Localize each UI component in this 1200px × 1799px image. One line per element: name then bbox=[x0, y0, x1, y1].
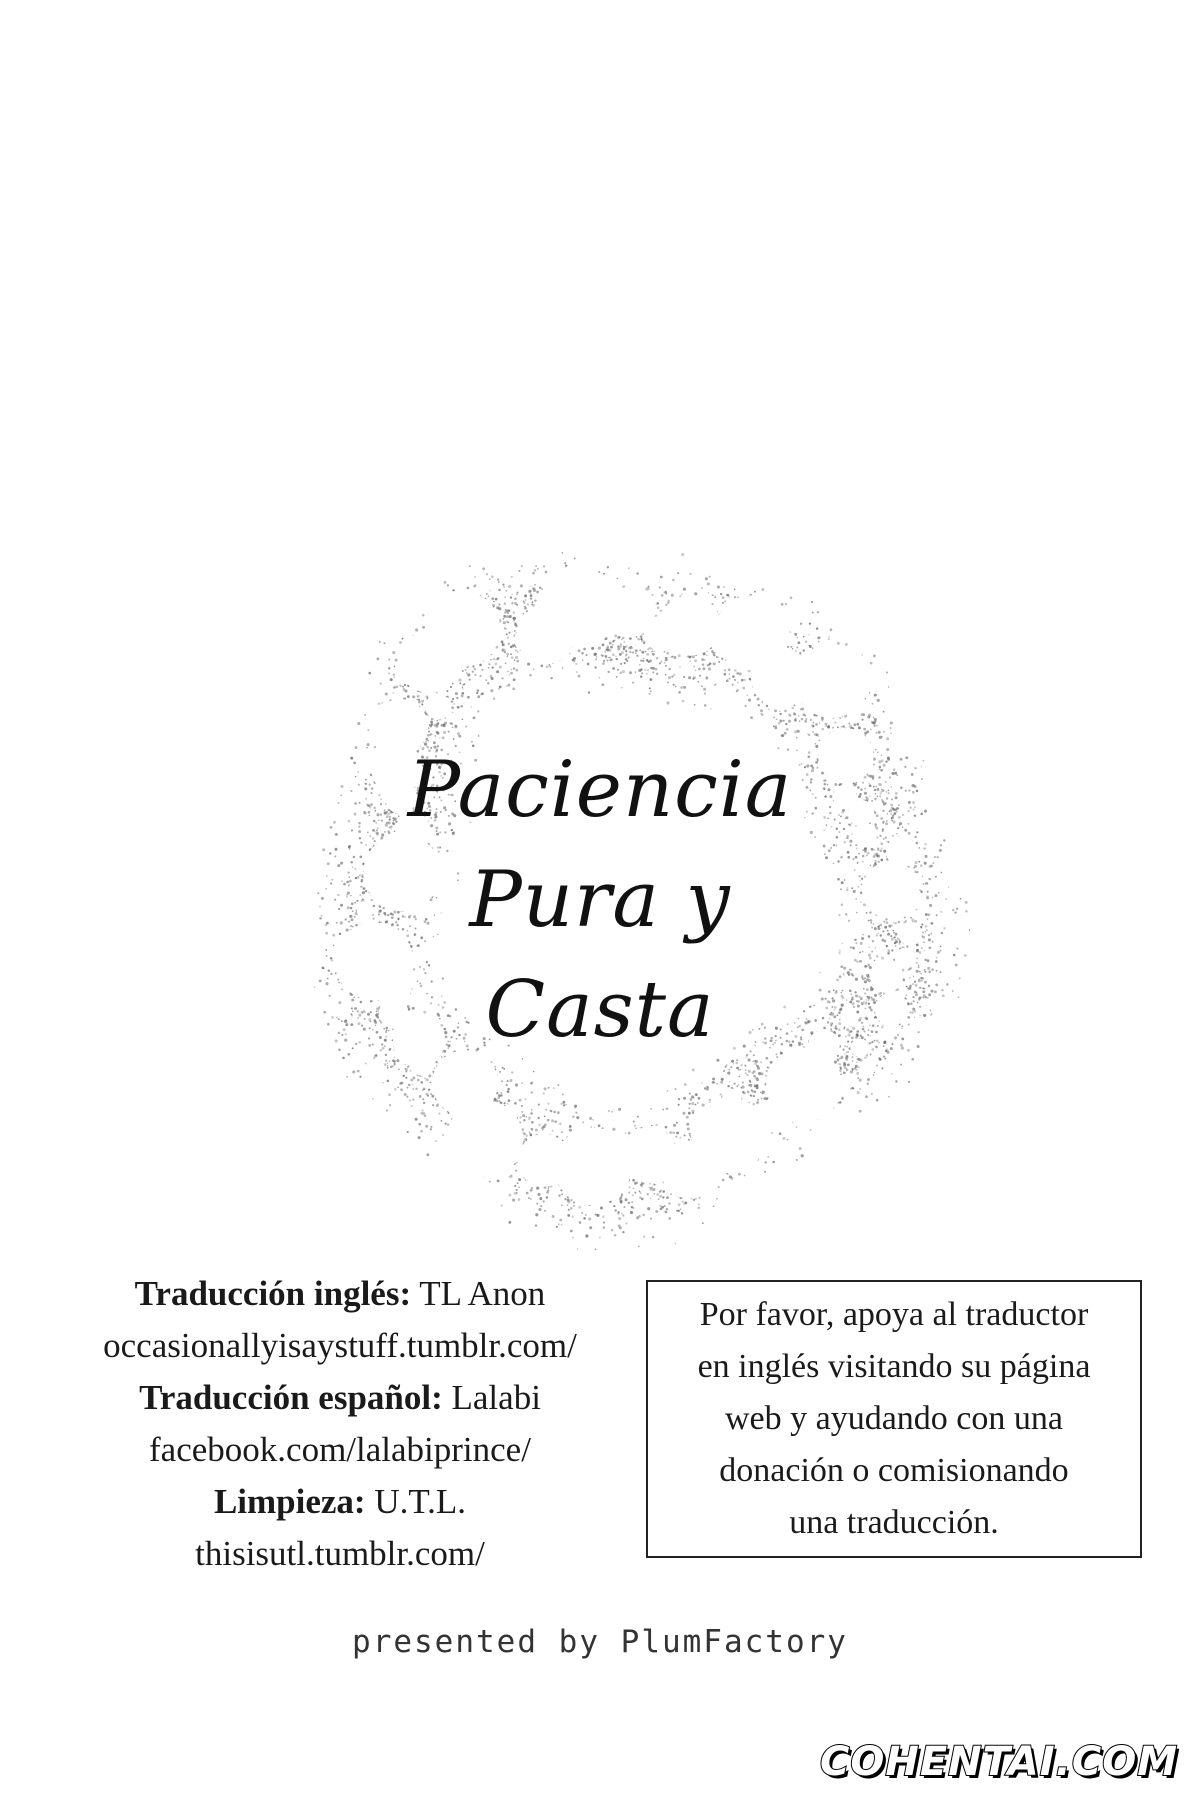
support-note-text bbox=[684, 1289, 1105, 1549]
support-note-line: en inglés visitando su página bbox=[697, 1348, 1091, 1385]
support-note-line: una traducción. bbox=[789, 1504, 999, 1541]
title-line-2: Pura y bbox=[469, 855, 731, 945]
presented-by-text: presented by PlumFactory bbox=[352, 1624, 848, 1660]
english-translation-label: Traducción inglés: bbox=[134, 1274, 412, 1313]
credits-block bbox=[50, 1268, 630, 1580]
english-translation-credit bbox=[50, 1268, 630, 1320]
support-note-line: web y ayudando con una bbox=[724, 1400, 1063, 1437]
english-translator-name: TL Anon bbox=[419, 1274, 546, 1313]
support-note-box bbox=[646, 1280, 1142, 1558]
cleaning-credit bbox=[50, 1476, 630, 1528]
cleaner-name: U.T.L. bbox=[374, 1482, 467, 1521]
title-line-1: Paciencia bbox=[407, 745, 793, 835]
spanish-translation-label: Traducción español: bbox=[139, 1378, 443, 1417]
spanish-translation-credit bbox=[50, 1372, 630, 1424]
cleaner-url: thisisutl.tumblr.com/ bbox=[195, 1534, 485, 1573]
spanish-translator-url: facebook.com/lalabiprince/ bbox=[149, 1430, 531, 1469]
support-note-line: Por favor, apoya al traductor bbox=[699, 1296, 1089, 1333]
english-translator-url: occasionallyisaystuff.tumblr.com/ bbox=[103, 1326, 577, 1365]
site-watermark: COHENTAI.COM bbox=[819, 1739, 1178, 1785]
support-note-line: donación o comisionando bbox=[719, 1452, 1069, 1489]
cleaning-label: Limpieza: bbox=[213, 1482, 366, 1521]
spanish-translator-name: Lalabi bbox=[451, 1378, 541, 1417]
title-line-3: Casta bbox=[485, 965, 715, 1055]
